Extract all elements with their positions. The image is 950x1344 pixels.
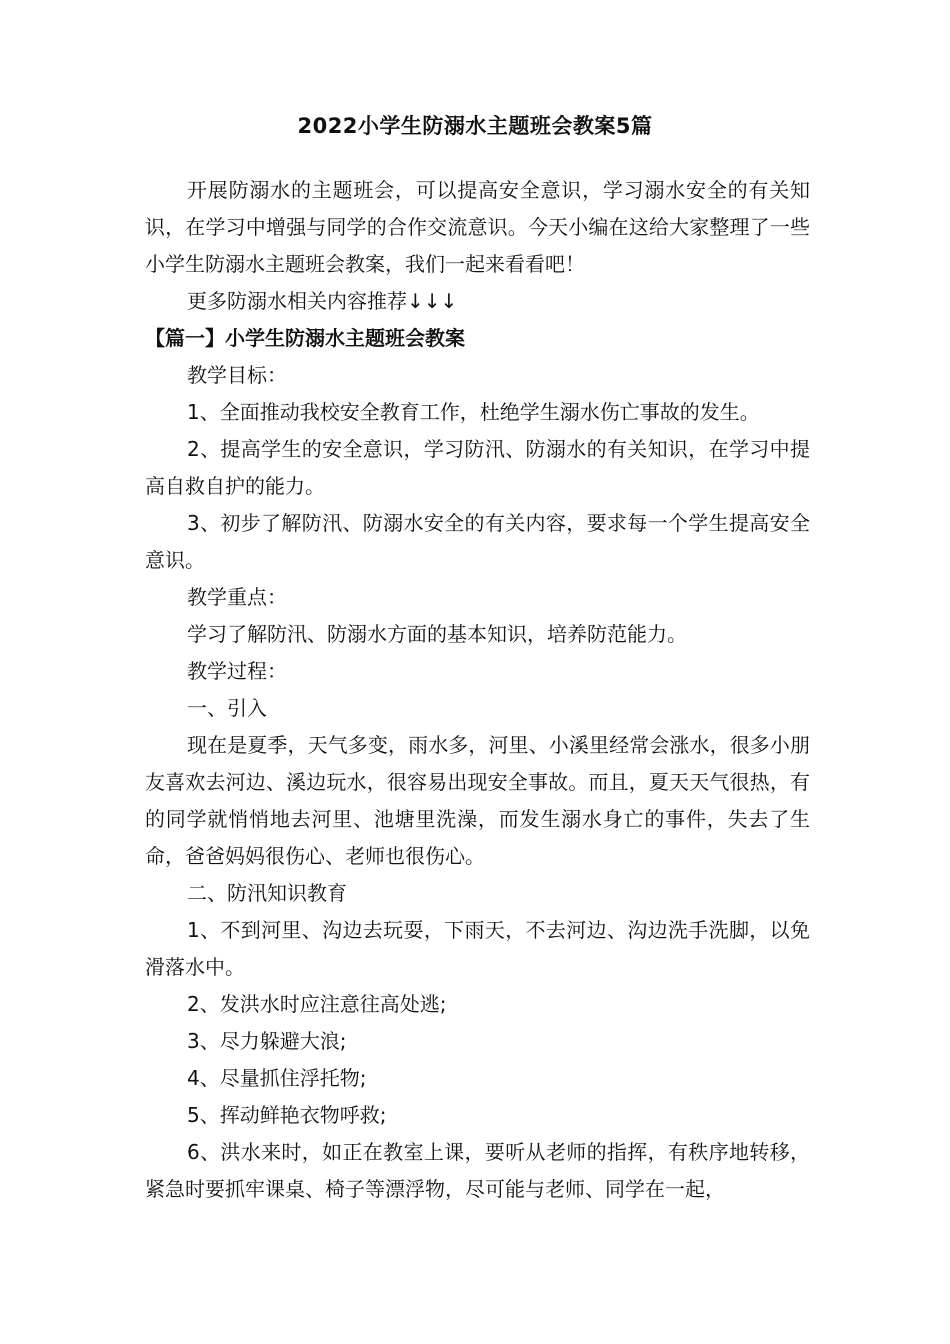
safety-item: 6、洪水来时，如正在教室上课，要听从老师的指挥，有秩序地转移，紧急时要抓牢课桌、椅子等漂浮物，尽可能与老师、同学在一起， xyxy=(145,1140,810,1201)
subheading-flood-education: 二、防汛知识教育 xyxy=(187,881,347,905)
document-title: 2022小学生防溺水主题班会教案5篇 xyxy=(297,114,653,138)
teaching-focus-text: 学习了解防汛、防溺水方面的基本知识，培养防范能力。 xyxy=(187,622,687,646)
goal-item: 2、提高学生的安全意识，学习防汛、防溺水的有关知识，在学习中提高自救自护的能力。 xyxy=(145,437,810,498)
safety-item: 2、发洪水时应注意往高处逃; xyxy=(187,992,447,1016)
introduction-paragraph: 现在是夏季，天气多变，雨水多，河里、小溪里经常会涨水，很多小朋友喜欢去河边、溪边玩水，很容易出现安全事故。而且，夏天天气很热，有的同学就悄悄地去河里、池塘里洗澡，而发生溺水身亡的事件，失去了生命，爸爸妈妈很伤心、老师也很伤心。 xyxy=(145,733,810,868)
goal-item: 1、全面推动我校安全教育工作，杜绝学生溺水伤亡事故的发生。 xyxy=(187,400,760,424)
safety-item: 4、尽量抓住浮托物; xyxy=(187,1066,367,1090)
teaching-process-label: 教学过程： xyxy=(187,659,287,683)
document-body xyxy=(145,172,810,1208)
safety-item: 5、挥动鲜艳衣物呼救; xyxy=(187,1103,387,1127)
teaching-focus-label: 教学重点： xyxy=(187,585,287,609)
goal-item: 3、初步了解防汛、防溺水安全的有关内容，要求每一个学生提高安全意识。 xyxy=(145,511,810,572)
safety-item: 3、尽力躲避大浪; xyxy=(187,1029,347,1053)
teaching-goals-label: 教学目标： xyxy=(187,363,287,387)
safety-item: 1、不到河里、沟边去玩耍，下雨天，不去河边、沟边洗手洗脚，以免滑落水中。 xyxy=(145,918,810,979)
section-heading: 【篇一】小学生防溺水主题班会教案 xyxy=(145,326,465,350)
subheading-introduction: 一、引入 xyxy=(187,696,267,720)
intro-paragraph: 开展防溺水的主题班会，可以提高安全意识，学习溺水安全的有关知识，在学习中增强与同学的合作交流意识。今天小编在这给大家整理了一些小学生防溺水主题班会教案，我们一起来看看吧！ xyxy=(145,178,810,276)
recommendation-line: 更多防溺水相关内容推荐↓↓↓ xyxy=(187,289,458,313)
